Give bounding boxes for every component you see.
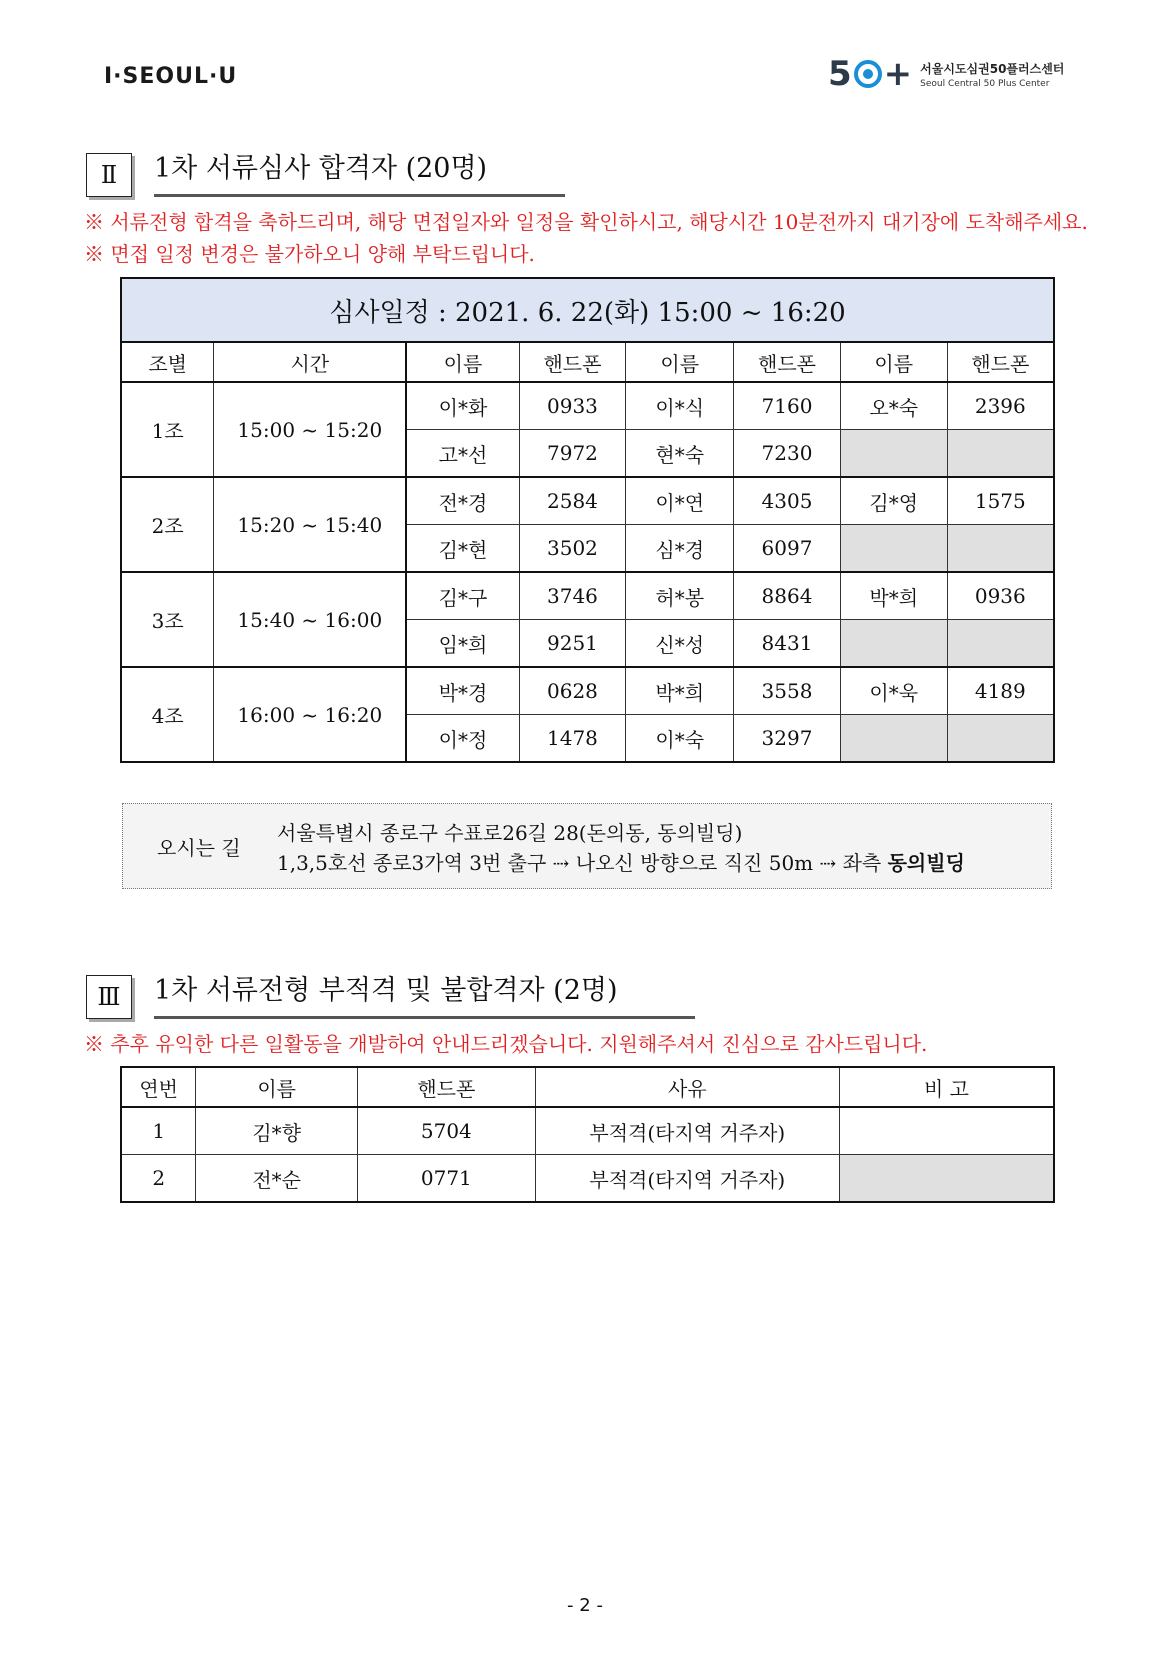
name-cell: 이*욱: [840, 667, 947, 715]
table-row: [121, 382, 1054, 430]
name-cell: 이*연: [626, 477, 734, 525]
section-2-number: Ⅱ: [86, 153, 132, 197]
group-cell: 2조: [121, 477, 214, 572]
name-cell: 김*구: [406, 572, 519, 620]
phone-cell: 7972: [519, 430, 626, 478]
name-cell: 임*희: [406, 620, 519, 668]
section-3-heading: [86, 972, 695, 1019]
remark-cell: [839, 1155, 1054, 1203]
name-cell: 고*선: [406, 430, 519, 478]
name-cell: 허*봉: [626, 572, 734, 620]
phone-cell: 7230: [734, 430, 841, 478]
name-cell: 이*숙: [626, 715, 734, 763]
center-logo-mark: [828, 54, 912, 94]
col-header: 핸드폰: [358, 1067, 536, 1107]
col-header: 이름: [406, 342, 519, 382]
directions-box: [122, 803, 1052, 889]
directions-route: [277, 847, 965, 876]
phone-cell: 0933: [519, 382, 626, 430]
phone-cell: 8864: [734, 572, 841, 620]
name-cell: 김*현: [406, 525, 519, 573]
col-header: 이름: [196, 1067, 358, 1107]
section-3-title: 1차 서류전형 부적격 및 불합격자 (2명): [154, 972, 695, 1019]
name-cell: 이*정: [406, 715, 519, 763]
section-3-note: ※ 추후 유익한 다른 일활동을 개발하여 안내드리겠습니다. 지원해주셔서 진심으로 감사드립니다.: [84, 1032, 928, 1056]
name-cell: 현*숙: [626, 430, 734, 478]
phone-cell: 4189: [947, 667, 1054, 715]
name-cell: 박*희: [626, 667, 734, 715]
table-row: [121, 667, 1054, 715]
section-2-note-1: ※ 서류전형 합격을 축하드리며, 해당 면접일자와 일정을 확인하시고, 해당시간 10분전까지 대기장에 도착해주세요.: [84, 210, 1088, 234]
phone-cell: 6097: [734, 525, 841, 573]
group-cell: 3조: [121, 572, 214, 667]
name-cell: 박*경: [406, 667, 519, 715]
index-cell: 1: [121, 1107, 196, 1155]
target-ring-icon: [854, 60, 882, 88]
phone-cell: 1478: [519, 715, 626, 763]
time-cell: 15:20 ~ 15:40: [214, 477, 407, 572]
col-header: 조별: [121, 342, 214, 382]
group-cell: 1조: [121, 382, 214, 477]
name-cell: 신*성: [626, 620, 734, 668]
empty-cell: [947, 430, 1054, 478]
name-cell: 전*순: [196, 1155, 358, 1203]
page-number: - 2 -: [567, 1595, 603, 1616]
logo-mark-five: 5: [828, 54, 852, 94]
col-header: 연번: [121, 1067, 196, 1107]
table-row: [121, 1155, 1054, 1203]
name-cell: 오*숙: [840, 382, 947, 430]
phone-cell: 3558: [734, 667, 841, 715]
col-header: 시간: [214, 342, 407, 382]
name-cell: 이*화: [406, 382, 519, 430]
phone-cell: 8431: [734, 620, 841, 668]
schedule-caption: 심사일정 : 2021. 6. 22(화) 15:00 ~ 16:20: [121, 278, 1054, 342]
col-header: 핸드폰: [734, 342, 841, 382]
remark-cell: [839, 1107, 1054, 1155]
section-2-title: 1차 서류심사 합격자 (20명): [154, 150, 565, 197]
phone-cell: 5704: [358, 1107, 536, 1155]
group-cell: 4조: [121, 667, 214, 762]
directions-building: 동의빌딩: [887, 851, 965, 875]
col-header: 핸드폰: [519, 342, 626, 382]
reason-cell: 부적격(타지역 거주자): [535, 1107, 839, 1155]
section-2-note-2: ※ 면접 일정 변경은 불가하오니 양해 부탁드립니다.: [84, 242, 535, 266]
name-cell: 이*식: [626, 382, 734, 430]
center-name-english: Seoul Central 50 Plus Center: [920, 78, 1050, 89]
phone-cell: 1575: [947, 477, 1054, 525]
col-header: 사유: [535, 1067, 839, 1107]
name-cell: 박*희: [840, 572, 947, 620]
time-cell: 16:00 ~ 16:20: [214, 667, 407, 762]
table-header-row: [121, 1067, 1054, 1107]
phone-cell: 7160: [734, 382, 841, 430]
directions-label: 오시는 길: [157, 836, 241, 860]
directions-route-text: 1,3,5호선 종로3가역 3번 출구 ⇢ 나오신 방향으로 직진 50m ⇢ 좌측: [277, 851, 888, 875]
center-name-korean: 서울시도심권50플러스센터: [920, 61, 1065, 76]
empty-cell: [840, 430, 947, 478]
col-header: 핸드폰: [947, 342, 1054, 382]
col-header: 이름: [840, 342, 947, 382]
time-cell: 15:00 ~ 15:20: [214, 382, 407, 477]
empty-cell: [947, 715, 1054, 763]
center-logo-text: [920, 60, 1064, 89]
interview-schedule-table: [120, 277, 1055, 763]
phone-cell: 2396: [947, 382, 1054, 430]
empty-cell: [840, 620, 947, 668]
name-cell: 김*향: [196, 1107, 358, 1155]
rejected-applicants-table: [120, 1066, 1055, 1203]
empty-cell: [947, 525, 1054, 573]
directions-address: 서울특별시 종로구 수표로26길 28(돈의동, 동의빌딩): [277, 821, 743, 845]
table-row: [121, 477, 1054, 525]
phone-cell: 0936: [947, 572, 1054, 620]
name-cell: 김*영: [840, 477, 947, 525]
table-row: [121, 1107, 1054, 1155]
phone-cell: 4305: [734, 477, 841, 525]
col-header: 이름: [626, 342, 734, 382]
center-logo: [828, 52, 1064, 96]
table-row: [121, 572, 1054, 620]
phone-cell: 0628: [519, 667, 626, 715]
time-cell: 15:40 ~ 16:00: [214, 572, 407, 667]
table-header-row: [121, 342, 1054, 382]
index-cell: 2: [121, 1155, 196, 1203]
phone-cell: 2584: [519, 477, 626, 525]
name-cell: 전*경: [406, 477, 519, 525]
phone-cell: 3297: [734, 715, 841, 763]
section-2-heading: [86, 150, 565, 197]
section-3-number: Ⅲ: [86, 975, 132, 1019]
seoul-brand-logo: I·SEOUL·U: [104, 64, 238, 89]
empty-cell: [840, 715, 947, 763]
empty-cell: [840, 525, 947, 573]
name-cell: 심*경: [626, 525, 734, 573]
logo-mark-plus: +: [883, 54, 913, 94]
phone-cell: 0771: [358, 1155, 536, 1203]
empty-cell: [947, 620, 1054, 668]
phone-cell: 3746: [519, 572, 626, 620]
phone-cell: 3502: [519, 525, 626, 573]
reason-cell: 부적격(타지역 거주자): [535, 1155, 839, 1203]
phone-cell: 9251: [519, 620, 626, 668]
col-header: 비 고: [839, 1067, 1054, 1107]
